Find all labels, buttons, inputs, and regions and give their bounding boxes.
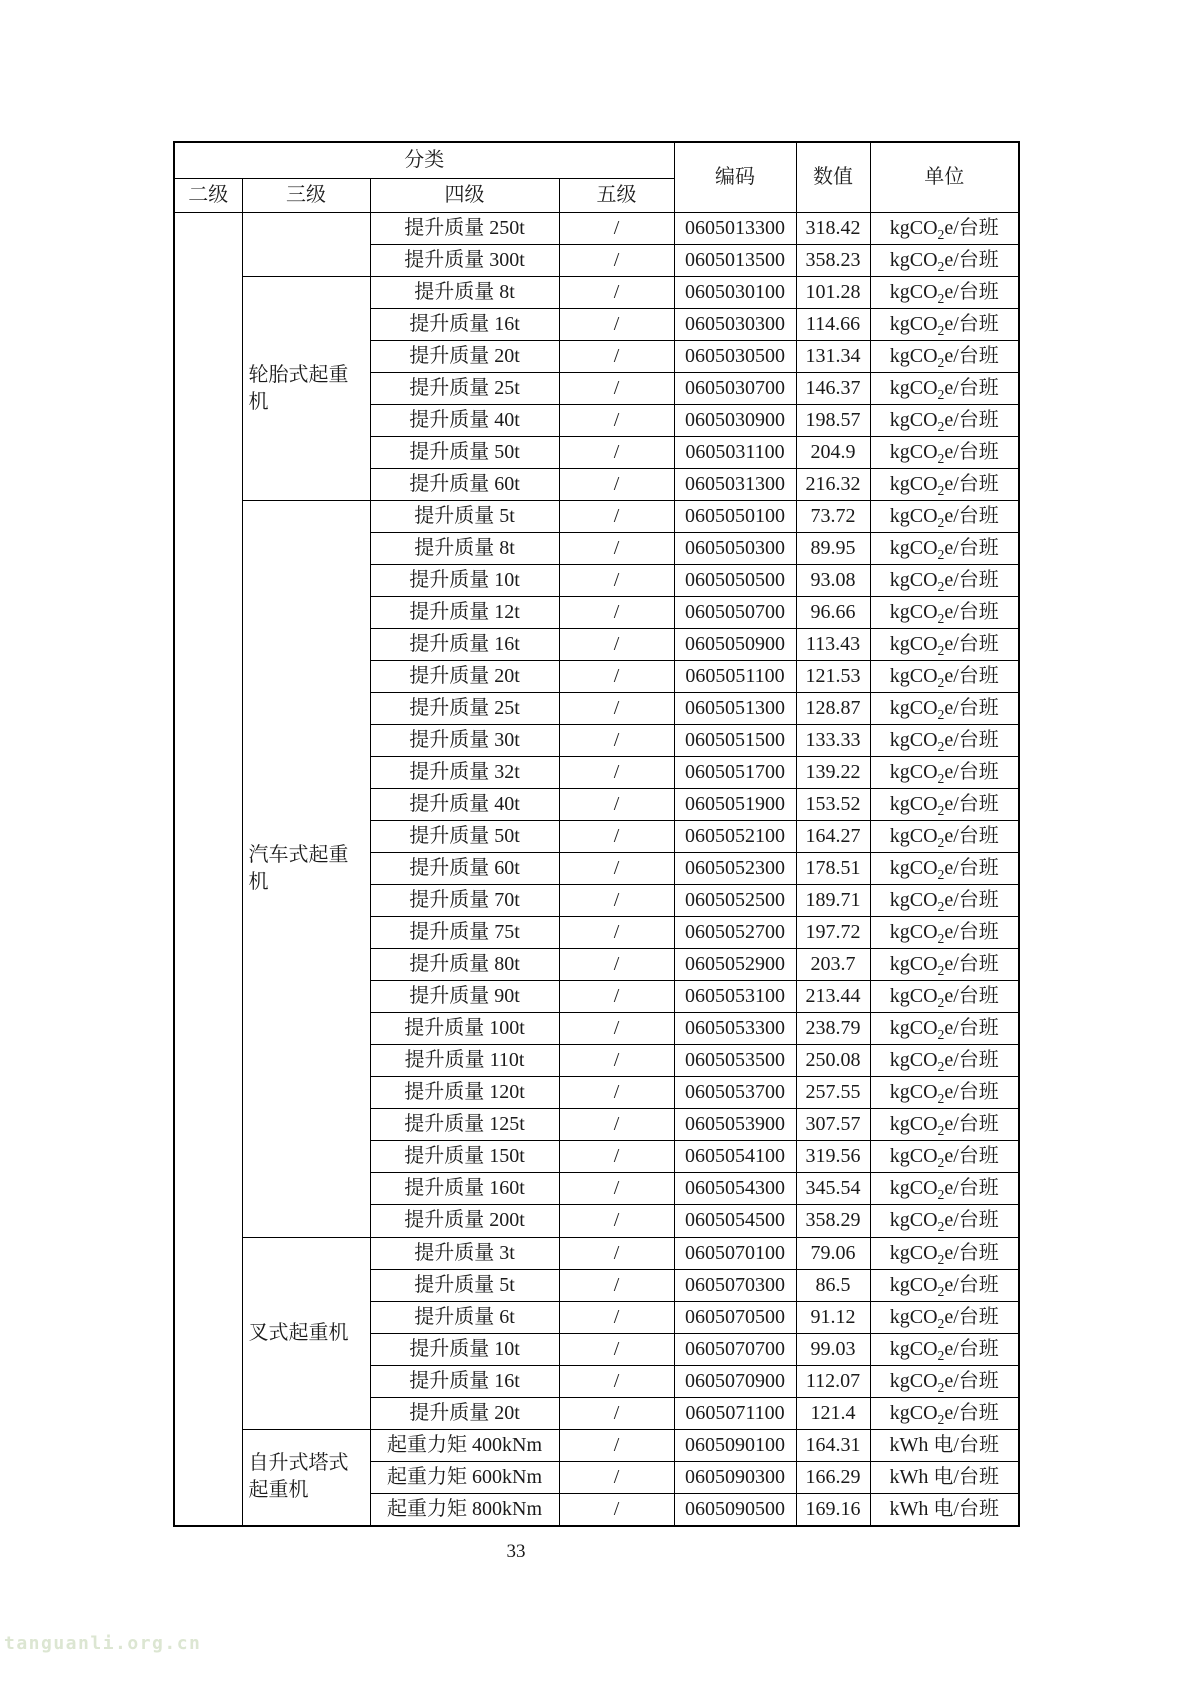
unit-cell: kgCO$_2$e/台班	[870, 1077, 1019, 1109]
code-cell: 0605053900	[674, 1109, 796, 1141]
level3-group-cell	[242, 213, 370, 277]
level5-cell: /	[559, 981, 674, 1013]
level4-cell: 提升质量 25t	[370, 693, 559, 725]
level5-cell: /	[559, 1301, 674, 1333]
code-cell: 0605053100	[674, 981, 796, 1013]
level4-cell: 提升质量 50t	[370, 437, 559, 469]
level4-cell: 提升质量 80t	[370, 949, 559, 981]
level5-cell: /	[559, 1109, 674, 1141]
unit-cell: kgCO$_2$e/台班	[870, 1205, 1019, 1237]
header-level4: 四级	[370, 179, 559, 213]
level4-cell: 提升质量 250t	[370, 213, 559, 245]
level4-cell: 提升质量 60t	[370, 853, 559, 885]
level4-cell: 提升质量 50t	[370, 821, 559, 853]
unit-cell: kgCO$_2$e/台班	[870, 757, 1019, 789]
unit-cell: kgCO$_2$e/台班	[870, 1237, 1019, 1269]
header-row-classification	[174, 142, 1019, 179]
level5-cell: /	[559, 1077, 674, 1109]
level5-cell: /	[559, 821, 674, 853]
level4-cell: 提升质量 110t	[370, 1045, 559, 1077]
level5-cell: /	[559, 1461, 674, 1493]
level5-cell: /	[559, 1333, 674, 1365]
code-cell: 0605054500	[674, 1205, 796, 1237]
value-cell: 345.54	[796, 1173, 870, 1205]
level5-cell: /	[559, 405, 674, 437]
value-cell: 203.7	[796, 949, 870, 981]
code-cell: 0605050100	[674, 501, 796, 533]
unit-cell: kgCO$_2$e/台班	[870, 629, 1019, 661]
code-cell: 0605030100	[674, 277, 796, 309]
level4-cell: 提升质量 16t	[370, 1365, 559, 1397]
table-row	[174, 213, 1019, 245]
value-cell: 91.12	[796, 1301, 870, 1333]
level4-cell: 提升质量 10t	[370, 1333, 559, 1365]
level5-cell: /	[559, 1205, 674, 1237]
code-cell: 0605031300	[674, 469, 796, 501]
value-cell: 79.06	[796, 1237, 870, 1269]
unit-cell: kgCO$_2$e/台班	[870, 1301, 1019, 1333]
level5-cell: /	[559, 917, 674, 949]
code-cell: 0605031100	[674, 437, 796, 469]
level4-cell: 提升质量 160t	[370, 1173, 559, 1205]
level4-cell: 提升质量 40t	[370, 405, 559, 437]
value-cell: 166.29	[796, 1461, 870, 1493]
level5-cell: /	[559, 533, 674, 565]
value-cell: 153.52	[796, 789, 870, 821]
code-cell: 0605052500	[674, 885, 796, 917]
code-cell: 0605051300	[674, 693, 796, 725]
unit-cell: kgCO$_2$e/台班	[870, 725, 1019, 757]
header-level5: 五级	[559, 179, 674, 213]
level4-cell: 提升质量 200t	[370, 1205, 559, 1237]
code-cell: 0605070900	[674, 1365, 796, 1397]
code-cell: 0605051700	[674, 757, 796, 789]
unit-cell: kgCO$_2$e/台班	[870, 693, 1019, 725]
unit-cell: kgCO$_2$e/台班	[870, 1109, 1019, 1141]
value-cell: 250.08	[796, 1045, 870, 1077]
code-cell: 0605053700	[674, 1077, 796, 1109]
code-cell: 0605052900	[674, 949, 796, 981]
level4-cell: 提升质量 20t	[370, 341, 559, 373]
value-cell: 257.55	[796, 1077, 870, 1109]
code-cell: 0605050900	[674, 629, 796, 661]
level5-cell: /	[559, 213, 674, 245]
level5-cell: /	[559, 1429, 674, 1461]
code-cell: 0605030500	[674, 341, 796, 373]
code-cell: 0605070100	[674, 1237, 796, 1269]
level4-cell: 提升质量 125t	[370, 1109, 559, 1141]
value-cell: 204.9	[796, 437, 870, 469]
code-cell: 0605051500	[674, 725, 796, 757]
unit-cell: kgCO$_2$e/台班	[870, 565, 1019, 597]
unit-cell: kgCO$_2$e/台班	[870, 341, 1019, 373]
code-cell: 0605050700	[674, 597, 796, 629]
level4-cell: 提升质量 3t	[370, 1237, 559, 1269]
value-cell: 99.03	[796, 1333, 870, 1365]
unit-cell: kgCO$_2$e/台班	[870, 981, 1019, 1013]
value-cell: 169.16	[796, 1493, 870, 1526]
value-cell: 89.95	[796, 533, 870, 565]
table-row	[174, 277, 1019, 309]
unit-cell: kgCO$_2$e/台班	[870, 949, 1019, 981]
page-number: 33	[506, 1541, 526, 1562]
header-level2: 二级	[174, 179, 242, 213]
level4-cell: 提升质量 150t	[370, 1141, 559, 1173]
value-cell: 146.37	[796, 373, 870, 405]
level5-cell: /	[559, 693, 674, 725]
value-cell: 213.44	[796, 981, 870, 1013]
value-cell: 307.57	[796, 1109, 870, 1141]
unit-cell: kgCO$_2$e/台班	[870, 277, 1019, 309]
value-cell: 86.5	[796, 1269, 870, 1301]
level5-cell: /	[559, 1237, 674, 1269]
value-cell: 131.34	[796, 341, 870, 373]
unit-cell: kWh 电/台班	[870, 1493, 1019, 1526]
code-cell: 0605030700	[674, 373, 796, 405]
unit-cell: kgCO$_2$e/台班	[870, 661, 1019, 693]
level4-cell: 提升质量 32t	[370, 757, 559, 789]
level5-cell: /	[559, 661, 674, 693]
value-cell: 164.27	[796, 821, 870, 853]
value-cell: 238.79	[796, 1013, 870, 1045]
level5-cell: /	[559, 885, 674, 917]
table-body	[174, 213, 1019, 1527]
unit-cell: kgCO$_2$e/台班	[870, 373, 1019, 405]
level3-group-cell: 叉式起重机	[242, 1237, 370, 1429]
header-code: 编码	[674, 142, 796, 213]
value-cell: 318.42	[796, 213, 870, 245]
level5-cell: /	[559, 949, 674, 981]
level4-cell: 提升质量 10t	[370, 565, 559, 597]
table-row	[174, 1429, 1019, 1461]
code-cell: 0605052300	[674, 853, 796, 885]
unit-cell: kgCO$_2$e/台班	[870, 1141, 1019, 1173]
code-cell: 0605090300	[674, 1461, 796, 1493]
header-value: 数值	[796, 142, 870, 213]
level4-cell: 提升质量 300t	[370, 245, 559, 277]
code-cell: 0605070700	[674, 1333, 796, 1365]
code-cell: 0605090100	[674, 1429, 796, 1461]
level5-cell: /	[559, 309, 674, 341]
level4-cell: 提升质量 75t	[370, 917, 559, 949]
value-cell: 198.57	[796, 405, 870, 437]
level5-cell: /	[559, 1365, 674, 1397]
level5-cell: /	[559, 853, 674, 885]
unit-cell: kgCO$_2$e/台班	[870, 597, 1019, 629]
value-cell: 128.87	[796, 693, 870, 725]
value-cell: 189.71	[796, 885, 870, 917]
unit-cell: kgCO$_2$e/台班	[870, 1269, 1019, 1301]
value-cell: 133.33	[796, 725, 870, 757]
unit-cell: kgCO$_2$e/台班	[870, 469, 1019, 501]
code-cell: 0605051900	[674, 789, 796, 821]
unit-cell: kgCO$_2$e/台班	[870, 1333, 1019, 1365]
code-cell: 0605050300	[674, 533, 796, 565]
unit-cell: kgCO$_2$e/台班	[870, 885, 1019, 917]
unit-cell: kgCO$_2$e/台班	[870, 1045, 1019, 1077]
level3-group-cell: 轮胎式起重机	[242, 277, 370, 501]
level5-cell: /	[559, 1269, 674, 1301]
level4-cell: 提升质量 40t	[370, 789, 559, 821]
value-cell: 197.72	[796, 917, 870, 949]
code-cell: 0605050500	[674, 565, 796, 597]
level5-cell: /	[559, 757, 674, 789]
level4-cell: 提升质量 5t	[370, 501, 559, 533]
level4-cell: 起重力矩 800kNm	[370, 1493, 559, 1526]
code-cell: 0605053300	[674, 1013, 796, 1045]
unit-cell: kgCO$_2$e/台班	[870, 821, 1019, 853]
unit-cell: kgCO$_2$e/台班	[870, 917, 1019, 949]
level3-group-cell: 汽车式起重机	[242, 501, 370, 1237]
unit-cell: kgCO$_2$e/台班	[870, 245, 1019, 277]
value-cell: 164.31	[796, 1429, 870, 1461]
code-cell: 0605070300	[674, 1269, 796, 1301]
level5-cell: /	[559, 1173, 674, 1205]
code-cell: 0605054100	[674, 1141, 796, 1173]
level4-cell: 提升质量 5t	[370, 1269, 559, 1301]
value-cell: 112.07	[796, 1365, 870, 1397]
level4-cell: 起重力矩 600kNm	[370, 1461, 559, 1493]
code-cell: 0605030300	[674, 309, 796, 341]
unit-cell: kgCO$_2$e/台班	[870, 213, 1019, 245]
level2-cell	[174, 213, 242, 1527]
unit-cell: kgCO$_2$e/台班	[870, 1013, 1019, 1045]
level5-cell: /	[559, 469, 674, 501]
level5-cell: /	[559, 1045, 674, 1077]
level4-cell: 提升质量 25t	[370, 373, 559, 405]
level5-cell: /	[559, 341, 674, 373]
level4-cell: 提升质量 20t	[370, 661, 559, 693]
code-cell: 0605052100	[674, 821, 796, 853]
unit-cell: kgCO$_2$e/台班	[870, 1397, 1019, 1429]
watermark: tanguanli.org.cn	[4, 1633, 202, 1654]
level5-cell: /	[559, 565, 674, 597]
code-cell: 0605030900	[674, 405, 796, 437]
emission-factor-table	[173, 141, 1020, 1527]
value-cell: 101.28	[796, 277, 870, 309]
value-cell: 358.29	[796, 1205, 870, 1237]
table-row	[174, 501, 1019, 533]
header-level3: 三级	[242, 179, 370, 213]
value-cell: 114.66	[796, 309, 870, 341]
level5-cell: /	[559, 1397, 674, 1429]
unit-cell: kgCO$_2$e/台班	[870, 309, 1019, 341]
value-cell: 96.66	[796, 597, 870, 629]
code-cell: 0605051100	[674, 661, 796, 693]
header-unit: 单位	[870, 142, 1019, 213]
level4-cell: 提升质量 6t	[370, 1301, 559, 1333]
level4-cell: 提升质量 16t	[370, 309, 559, 341]
level4-cell: 起重力矩 400kNm	[370, 1429, 559, 1461]
value-cell: 358.23	[796, 245, 870, 277]
level5-cell: /	[559, 1013, 674, 1045]
table-row	[174, 1237, 1019, 1269]
unit-cell: kgCO$_2$e/台班	[870, 1365, 1019, 1397]
value-cell: 178.51	[796, 853, 870, 885]
value-cell: 121.53	[796, 661, 870, 693]
unit-cell: kgCO$_2$e/台班	[870, 533, 1019, 565]
code-cell: 0605054300	[674, 1173, 796, 1205]
level5-cell: /	[559, 437, 674, 469]
unit-cell: kWh 电/台班	[870, 1461, 1019, 1493]
unit-cell: kWh 电/台班	[870, 1429, 1019, 1461]
value-cell: 216.32	[796, 469, 870, 501]
level5-cell: /	[559, 597, 674, 629]
level4-cell: 提升质量 70t	[370, 885, 559, 917]
level3-group-cell: 自升式塔式起重机	[242, 1429, 370, 1526]
level4-cell: 提升质量 30t	[370, 725, 559, 757]
code-cell: 0605013500	[674, 245, 796, 277]
level5-cell: /	[559, 725, 674, 757]
level4-cell: 提升质量 16t	[370, 629, 559, 661]
header-classification: 分类	[174, 142, 674, 179]
unit-cell: kgCO$_2$e/台班	[870, 501, 1019, 533]
level5-cell: /	[559, 789, 674, 821]
unit-cell: kgCO$_2$e/台班	[870, 405, 1019, 437]
code-cell: 0605053500	[674, 1045, 796, 1077]
code-cell: 0605071100	[674, 1397, 796, 1429]
level4-cell: 提升质量 8t	[370, 533, 559, 565]
value-cell: 319.56	[796, 1141, 870, 1173]
level4-cell: 提升质量 60t	[370, 469, 559, 501]
level5-cell: /	[559, 277, 674, 309]
unit-cell: kgCO$_2$e/台班	[870, 789, 1019, 821]
unit-cell: kgCO$_2$e/台班	[870, 437, 1019, 469]
level4-cell: 提升质量 100t	[370, 1013, 559, 1045]
level5-cell: /	[559, 501, 674, 533]
level5-cell: /	[559, 629, 674, 661]
code-cell: 0605052700	[674, 917, 796, 949]
unit-cell: kgCO$_2$e/台班	[870, 853, 1019, 885]
unit-cell: kgCO$_2$e/台班	[870, 1173, 1019, 1205]
code-cell: 0605070500	[674, 1301, 796, 1333]
level5-cell: /	[559, 1141, 674, 1173]
value-cell: 93.08	[796, 565, 870, 597]
value-cell: 113.43	[796, 629, 870, 661]
level4-cell: 提升质量 12t	[370, 597, 559, 629]
value-cell: 139.22	[796, 757, 870, 789]
value-cell: 73.72	[796, 501, 870, 533]
level4-cell: 提升质量 90t	[370, 981, 559, 1013]
level5-cell: /	[559, 245, 674, 277]
code-cell: 0605013300	[674, 213, 796, 245]
level4-cell: 提升质量 20t	[370, 1397, 559, 1429]
code-cell: 0605090500	[674, 1493, 796, 1526]
value-cell: 121.4	[796, 1397, 870, 1429]
level4-cell: 提升质量 120t	[370, 1077, 559, 1109]
level5-cell: /	[559, 373, 674, 405]
level4-cell: 提升质量 8t	[370, 277, 559, 309]
level5-cell: /	[559, 1493, 674, 1526]
